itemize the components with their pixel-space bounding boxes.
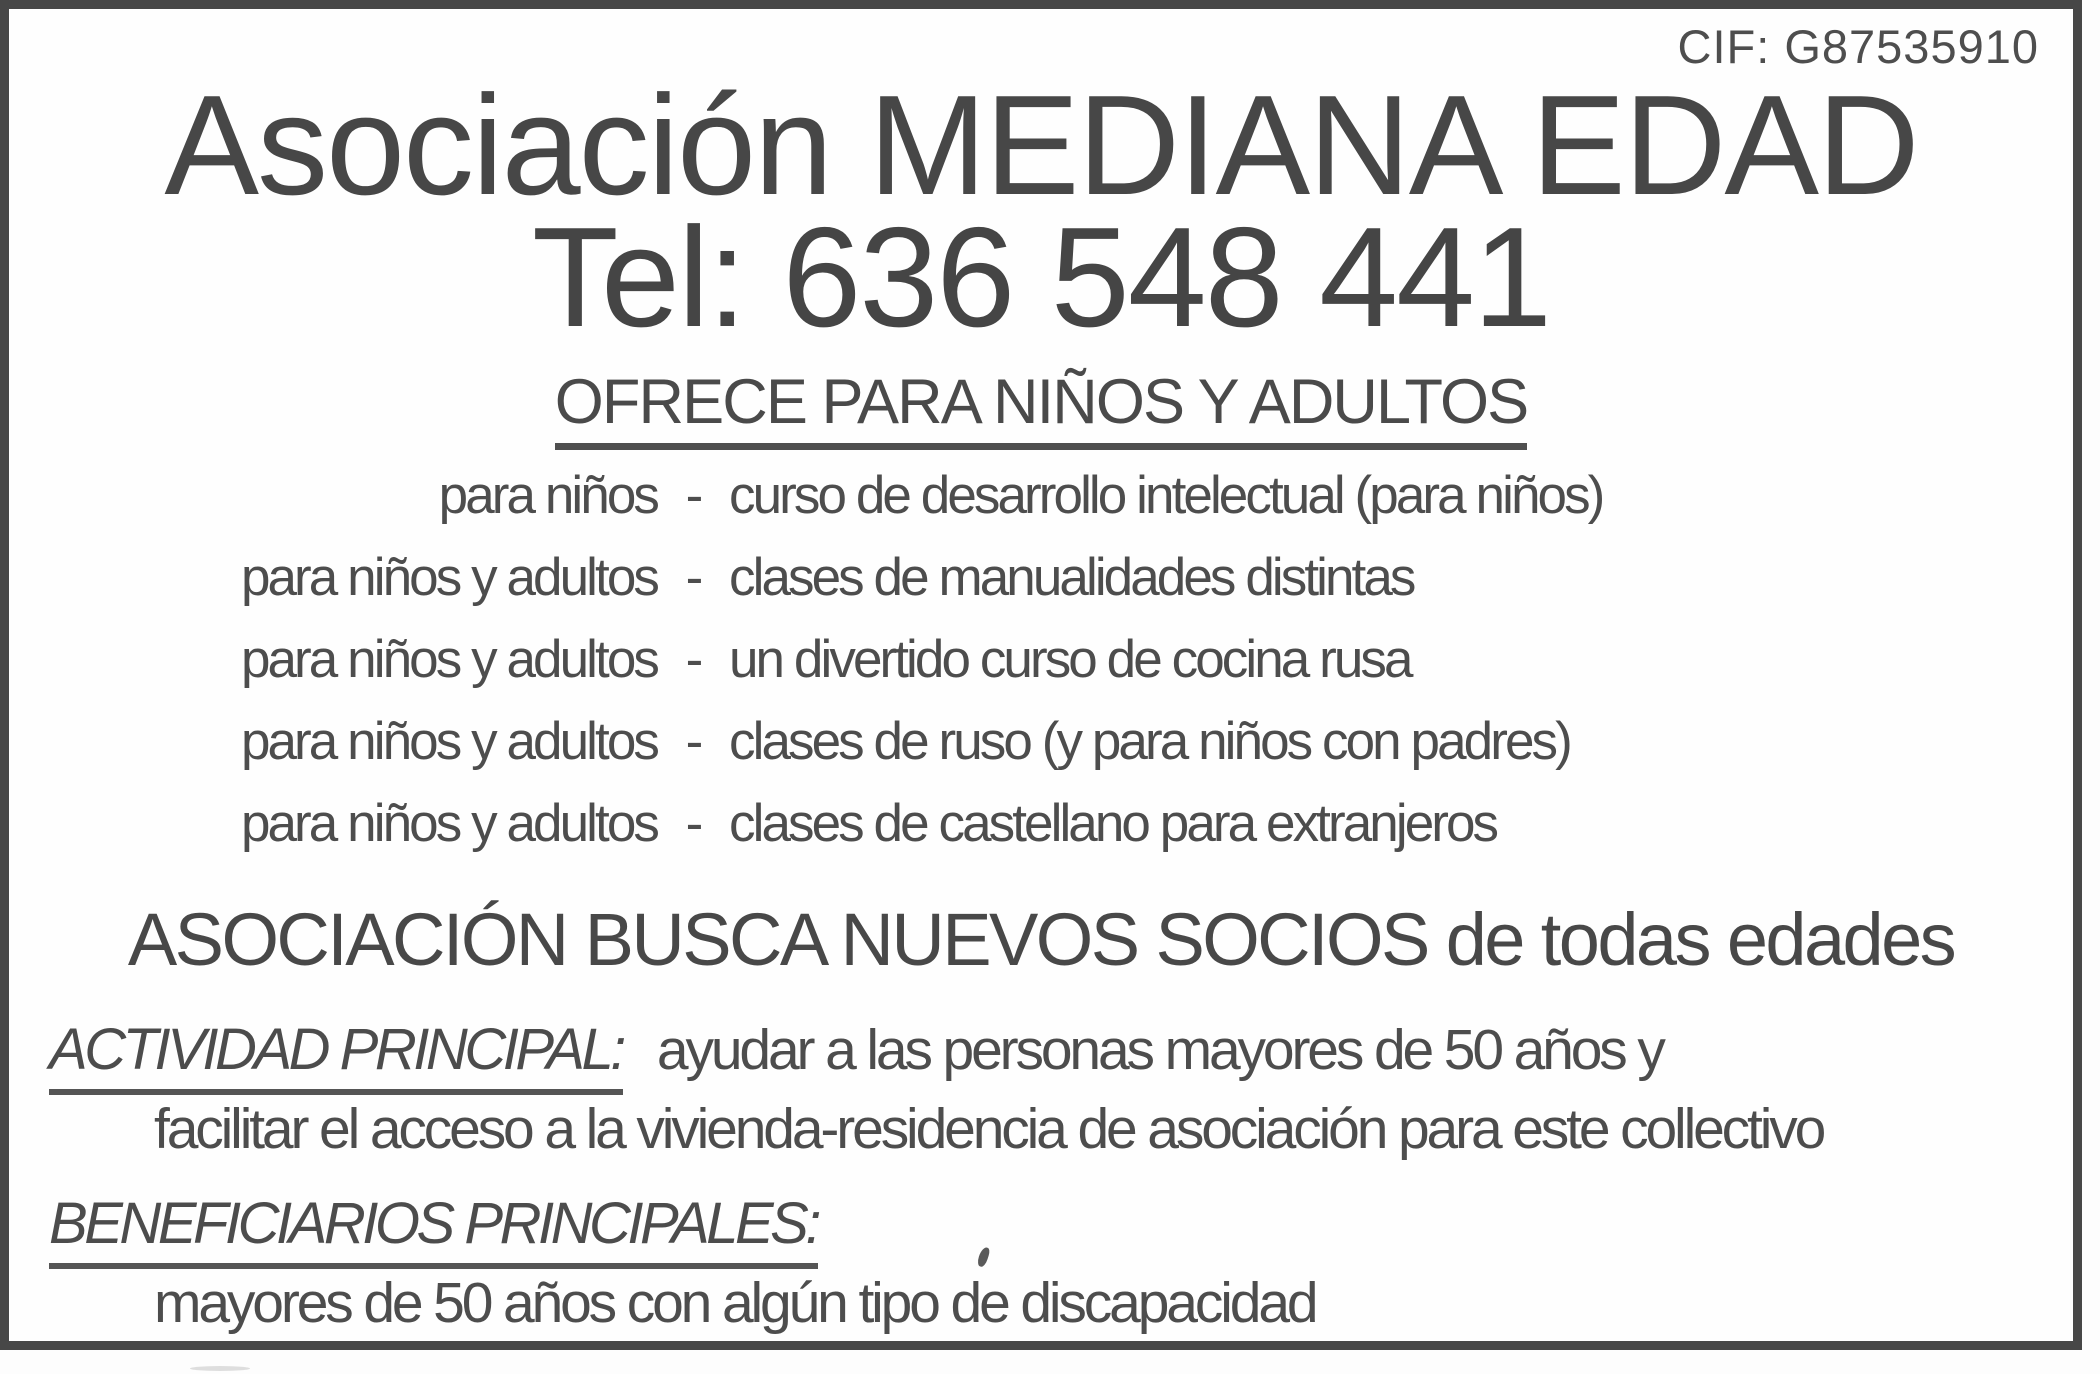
association-title: Asociación MEDIANA EDAD [164,66,1918,225]
list-item [9,783,2073,865]
offer-separator: - [685,794,701,853]
offer-separator: - [685,712,701,771]
offer-description: un divertido curso de cocina rusa [729,630,1411,689]
offer-description: clases de manualidades distintas [729,548,1414,607]
membership-banner: ASOCIACIÓN BUSCA NUEVOS SOCIOS de todas edades [127,898,1955,981]
offer-description: clases de ruso (y para niños con padres) [729,712,1570,771]
list-item [9,619,2073,701]
phone-number: Tel: 636 548 441 [531,198,1551,357]
offers-heading-wrap [9,367,2073,450]
scan-speck [976,1246,991,1268]
cif-number: CIF: G87535910 [1677,20,2039,73]
main-activity-text-line2: facilitar el acceso a la vivienda-residencia de asociación para este collectivo [154,1097,1824,1161]
main-activity-text-line1: ayudar a las personas mayores de 50 años y [656,1018,1663,1082]
offer-audience: para niños y adultos [240,712,657,771]
beneficiaries-text: mayores de 50 años con algún tipo de discapacidad [154,1271,1316,1335]
beneficiaries-label: BENEFICIARIOS PRINCIPALES: [49,1191,818,1269]
list-item [9,537,2073,619]
offer-audience: para niños y adultos [240,548,657,607]
offer-description: clases de castellano para extranjeros [729,794,1497,853]
main-activity-line [49,1017,1663,1095]
offer-separator: - [685,630,701,689]
offer-description: curso de desarrollo intelectual (para niños) [729,466,1603,525]
offer-separator: - [685,466,701,525]
offer-audience: para niños y adultos [240,794,657,853]
list-item [9,701,2073,783]
offer-audience: para niños [438,466,657,525]
list-item [9,455,2073,537]
main-activity-label: ACTIVIDAD PRINCIPAL: [49,1017,623,1095]
offer-separator: - [685,548,701,607]
offers-heading: OFRECE PARA NIÑOS Y ADULTOS [555,371,1527,450]
offer-audience: para niños y adultos [240,630,657,689]
beneficiaries-line [49,1191,818,1269]
offers-list [9,455,2073,865]
scan-smudge [190,1366,250,1371]
